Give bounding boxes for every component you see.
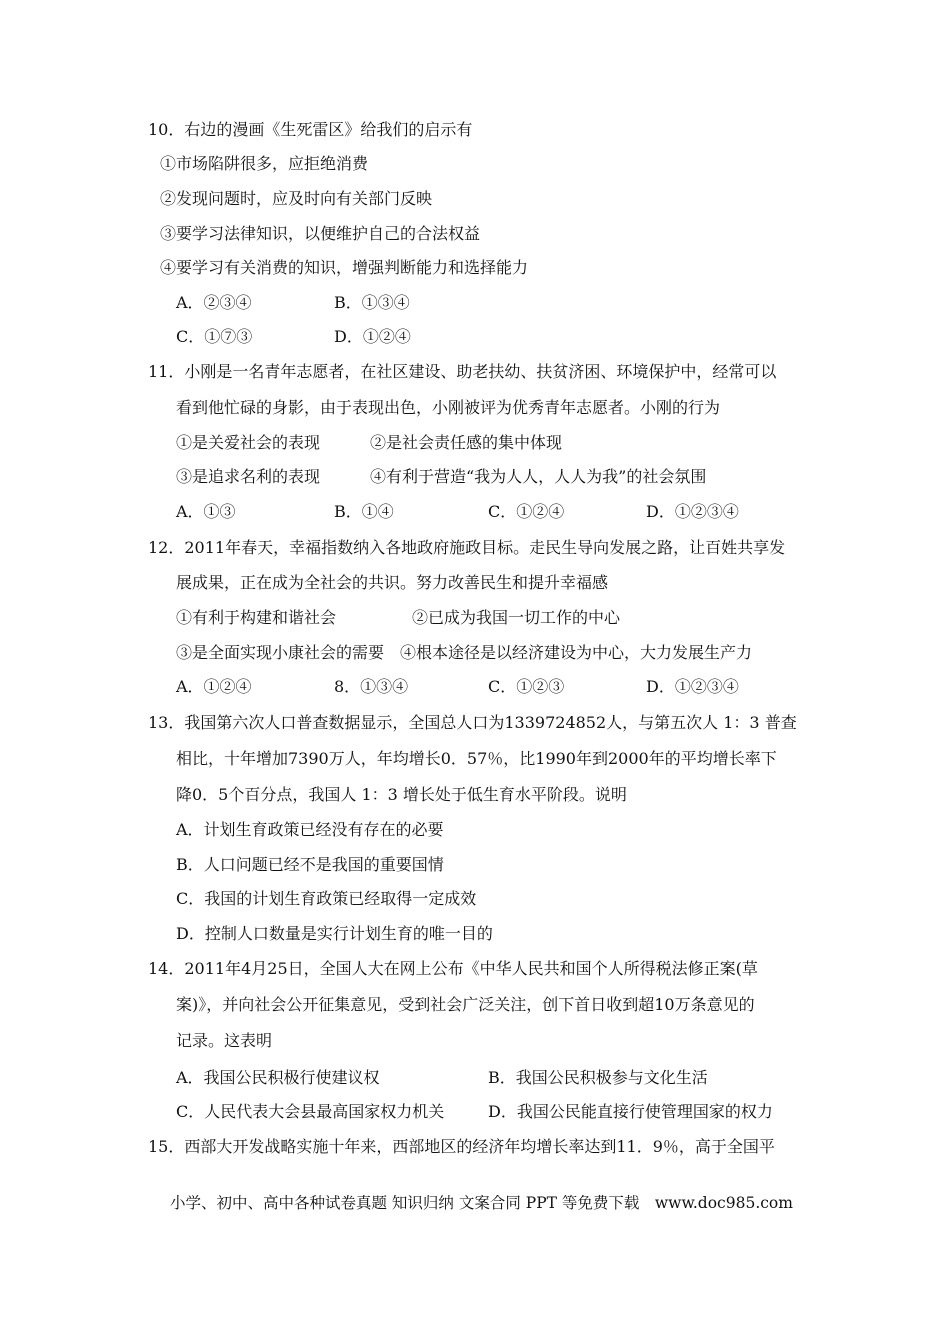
q14-stem-line-1: 14．2011年4月25日，全国人大在网上公布《中华人民共和国个人所得税法修正案(草 — [148, 959, 758, 978]
q13-stem-line-3: 降0．5个百分点，我国人 1：3 增长处于低生育水平阶段。说明 — [176, 785, 627, 804]
q14-stem-line-3: 记录。这表明 — [176, 1031, 273, 1050]
q13-option-a: A．计划生育政策已经没有存在的必要 — [176, 820, 444, 839]
q10-stem-line-1: 10．右边的漫画《生死雷区》给我们的启示有 — [148, 120, 473, 139]
q10-statement-4: ④要学习有关消费的知识，增强判断能力和选择能力 — [160, 258, 529, 277]
q10-statement-2: ②发现问题时，应及时向有关部门反映 — [160, 189, 433, 208]
q12-stem-line-2: 展成果，正在成为全社会的共识。努力改善民生和提升幸福感 — [176, 573, 609, 592]
q14-option-b: B．我国公民积极参与文化生活 — [488, 1068, 708, 1087]
q11-statement-2: ②是社会责任感的集中体现 — [370, 433, 563, 452]
q12-option-a: A．①②④ — [176, 677, 252, 696]
q13-option-c: C．我国的计划生育政策已经取得一定成效 — [176, 889, 477, 908]
q11-statement-1: ①是关爱社会的表现 — [176, 433, 321, 452]
q10-option-b: B．①③④ — [334, 293, 410, 312]
q11-stem-line-2: 看到他忙碌的身影，由于表现出色，小刚被评为优秀青年志愿者。小刚的行为 — [176, 398, 721, 417]
q14-option-d: D．我国公民能直接行使管理国家的权力 — [488, 1102, 773, 1121]
q11-stem-line-1: 11．小刚是一名青年志愿者，在社区建设、助老扶幼、扶贫济困、环境保护中，经常可以 — [148, 362, 777, 381]
q13-option-d: D．控制人口数量是实行计划生育的唯一目的 — [176, 924, 493, 943]
q11-option-a: A．①③ — [176, 502, 236, 521]
q13-stem-line-1: 13．我国第六次人口普查数据显示，全国总人口为1339724852人，与第五次人 1：3 普查 — [148, 713, 797, 732]
q12-statement-1: ①有利于构建和谐社会 — [176, 608, 337, 627]
q10-option-a: A．②③④ — [176, 293, 252, 312]
q13-stem-line-2: 相比，十年增加7390万人，年均增长0．57％，比1990年到2000年的平均增长率下 — [176, 749, 777, 768]
q14-option-c: C．人民代表大会县最高国家权力机关 — [176, 1102, 445, 1121]
q12-statement-3: ③是全面实现小康社会的需要 — [176, 643, 385, 662]
q10-option-c: C．①⑦③ — [176, 327, 253, 346]
q10-option-d: D．①②④ — [334, 327, 411, 346]
q11-option-b: B．①④ — [334, 502, 394, 521]
q10-statement-1: ①市场陷阱很多，应拒绝消费 — [160, 154, 369, 173]
q14-stem-line-2: 案)》，并向社会公开征集意见，受到社会广泛关注，创下首日收到超10万条意见的 — [176, 995, 755, 1014]
q12-option-b: 8．①③④ — [334, 677, 409, 696]
q12-statement-4: ④根本途径是以经济建设为中心，大力发展生产力 — [400, 643, 753, 662]
q11-statement-3: ③是追求名利的表现 — [176, 467, 321, 486]
q12-stem-line-1: 12．2011年春天，幸福指数纳入各地政府施政目标。走民生导向发展之路，让百姓共享发 — [148, 538, 786, 557]
q15-stem-line-1: 15．西部大开发战略实施十年来，西部地区的经济年均增长率达到11．9％，高于全国平 — [148, 1137, 775, 1156]
q14-option-a: A．我国公民积极行使建议权 — [176, 1068, 380, 1087]
q13-option-b: B．人口问题已经不是我国的重要国情 — [176, 855, 444, 874]
q11-statement-4: ④有利于营造“我为人人，人人为我”的社会氛围 — [370, 467, 707, 486]
page-footer: 小学、初中、高中各种试卷真题 知识归纳 文案合同 PPT 等免费下载 www.doc985.com — [170, 1194, 793, 1212]
q11-option-c: C．①②④ — [488, 502, 565, 521]
q11-option-d: D．①②③④ — [646, 502, 739, 521]
q10-statement-3: ③要学习法律知识，以便维护自己的合法权益 — [160, 224, 481, 243]
q12-statement-2: ②已成为我国一切工作的中心 — [412, 608, 621, 627]
q12-option-d: D．①②③④ — [646, 677, 739, 696]
q12-option-c: C．①②③ — [488, 677, 565, 696]
